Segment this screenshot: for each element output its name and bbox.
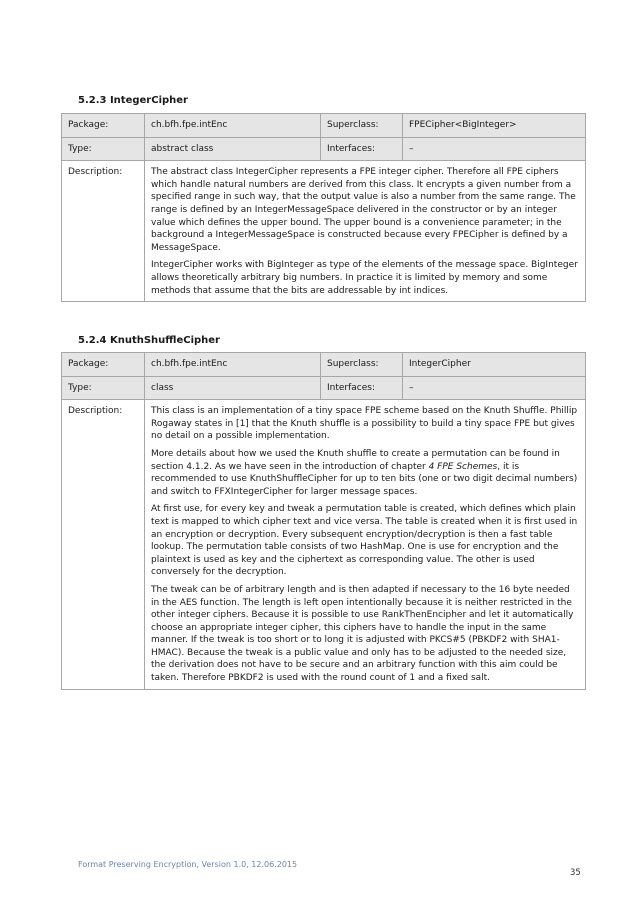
type-label: Type: [62,376,145,400]
type-value: class [145,376,321,400]
section-title-knuthshufflecipher: 5.2.4 KnuthShuffleCipher [78,335,220,346]
description-label: Description: [62,161,145,302]
interfaces-label: Interfaces: [321,137,403,161]
description-paragraph: IntegerCipher works with BigInteger as type of the elements of the message space. BigInteger allows theoretically arbitrary big numbers. In practice it is limited by memory and some methods that assume that the bits are addressable by int indices. [151,260,578,296]
page-number: 35 [570,868,581,878]
description-paragraph: At first use, for every key and tweak a permutation table is created, which defines which plain text is mapped to which cipher text and vice versa. The table is created when it is first used in an encryption or decryption. Every subsequent encryption/decryption is then a fast table lookup. The permutation table consists of two HashMap. One is use for encryption and the plaintext is used as key and the ciphertext as corresponding value. The other is used conversely for the decryption. [151,504,578,578]
type-label: Type: [62,137,145,161]
table-row [62,161,586,302]
superclass-label: Superclass: [321,114,403,138]
superclass-value: IntegerCipher [403,353,586,377]
footer-text: Format Preserving Encryption, Version 1.0, 12.06.2015 [78,860,298,869]
description-paragraph [151,448,579,498]
chapter-reference: 4 FPE Schemes [428,461,498,472]
package-value: ch.bfh.fpe.intEnc [145,114,321,138]
table-row [62,114,586,138]
description-cell [145,400,586,689]
knuthshufflecipher-table [61,352,586,690]
table-row [62,400,586,689]
description-cell [145,161,586,302]
integercipher-table [61,113,586,302]
description-paragraph: The tweak can be of arbitrary length and is then adapted if necessary to the 16 byte needed in the AES function. The length is left open intentionally because it is neither restricted in the other integer ciphers. Because it is possible to use RankThenEncipher and let it automatically choose an appropriate integer cipher, this ciphers have to handle the input in the same manner. If the tweak is too short or to long it is adjusted with PKCS#5 (PBKDF2 with SHA1-HMAC). Because the tweak is a public value and only has to be adjusted to the needed size, the derivation does not have to be secure and an arbitrary function with this aim could be taken. Therefore PBKDF2 is used with the round count of 1 and a fixed salt. [151,584,574,684]
schemes-text-before: More details about how we used the Knuth shuffle to create a permutation can be found in section 4.1.2. As we have seen in the introduction of chapter [151,448,560,472]
section-title-integercipher: 5.2.3 IntegerCipher [78,95,188,106]
table-row [62,353,586,377]
schemes-text-after: , it is recommended to use KnuthShuffleCipher for up to ten bits (one or two digit decimal numbers) and switch to FFXIntegerCipher for larger message spaces. [151,461,578,497]
package-label: Package: [62,114,145,138]
table-row [62,376,586,400]
superclass-value: FPECipher<BigInteger> [403,114,586,138]
description-label: Description: [62,400,145,689]
superclass-label: Superclass: [321,353,403,377]
package-value: ch.bfh.fpe.intEnc [145,353,321,377]
interfaces-value: – [403,137,586,161]
package-label: Package: [62,353,145,377]
interfaces-value: – [403,376,586,400]
description-paragraph: The abstract class IntegerCipher represents a FPE integer cipher. Therefore all FPE ciphers which handle natural numbers are derived from this class. It encrypts a given number from a specified range in such way, that the output value is also a number from the same range. The range is defined by an IntegerMessageSpace delivered in the constructor or by an integer value which defines the upper bound. The upper bound is a convenience parameter; in the background a IntegerMessageSpace is constructed because every FPECipher is defined by a MessageSpace. [151,167,576,253]
type-value: abstract class [145,137,321,161]
interfaces-label: Interfaces: [321,376,403,400]
table-row [62,137,586,161]
description-paragraph: This class is an implementation of a tiny space FPE scheme based on the Knuth Shuffle. Phillip Rogaway states in [1] that the Knuth shuffle is a possibility to build a tiny space FPE but gives no detail on a possible implementation. [151,406,578,442]
